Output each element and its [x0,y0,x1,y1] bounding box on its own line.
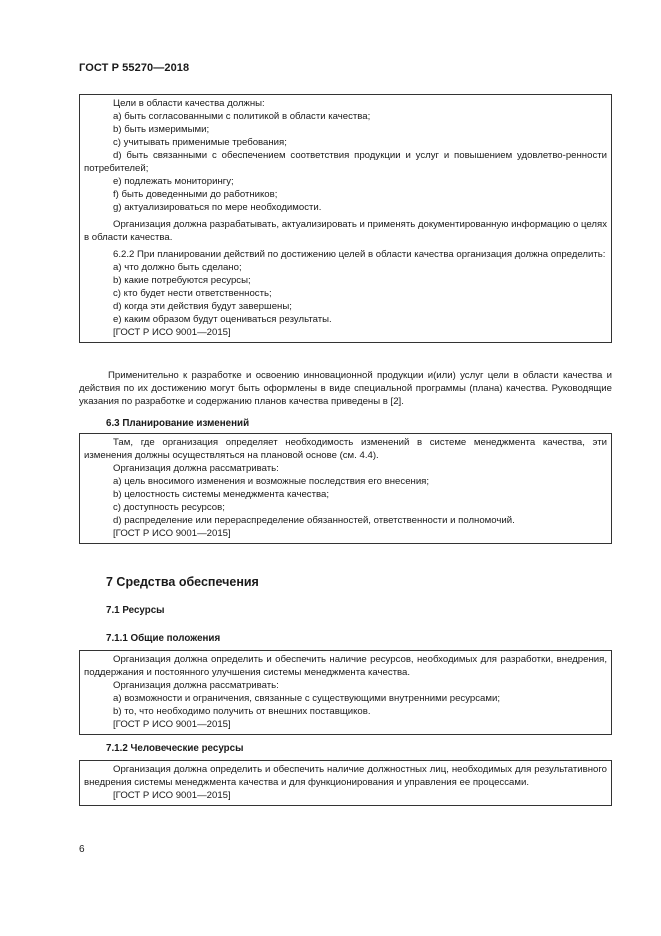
list-item: b) какие потребуются ресурсы; [113,275,251,286]
section-heading-7-1-2: 7.1.2 Человеческие ресурсы [106,743,244,754]
page-number: 6 [79,844,85,855]
list-item: e) каким образом будут оцениваться результаты. [113,314,332,325]
list-item: a) быть согласованными с политикой в области качества; [113,111,371,122]
box-paragraph: Организация должна рассматривать: [113,680,279,691]
quote-box-human-resources [79,760,612,806]
list-item: a) цель вносимого изменения и возможные последствия его внесения; [113,476,430,487]
section-heading-6-3: 6.3 Планирование изменений [106,418,250,429]
list-item: e) подлежать мониторингу; [113,176,234,187]
list-item: d) распределение или перераспределение обязанностей, ответственности и полномочий. [113,515,515,526]
list-item: d) быть связанными с обеспечением соответствия продукции и услуг и повышением удовлетво-ренности потребителей; [84,150,607,174]
standard-reference: [ГОСТ Р ИСО 9001—2015] [113,327,231,338]
document-header: ГОСТ Р 55270—2018 [79,62,190,74]
list-item: c) учитывать применимые требования; [113,137,287,148]
box-paragraph: Организация должна разрабатывать, актуализировать и применять документированную информацию о целях в области качества. [84,219,607,243]
section-heading-7-1: 7.1 Ресурсы [106,605,165,616]
paragraph-text: Применительно к разработке и освоению инновационной продукции и(или) услуг цели в области качества и действия по их достижению могут быть оформлены в виде специальной программы (плана) качества. Руководящие указания по разработке и содержанию планов качества приведены в [2]. [79,370,612,407]
box-intro: Цели в области качества должны: [113,98,265,109]
list-item: b) целостность системы менеджмента качества; [113,489,329,500]
quote-box-quality-objectives [79,94,612,343]
body-paragraph [79,369,612,408]
list-item: c) кто будет нести ответственность; [113,288,272,299]
standard-reference: [ГОСТ Р ИСО 9001—2015] [113,719,231,730]
list-item: g) актуализироваться по мере необходимости. [113,202,322,213]
list-item: a) что должно быть сделано; [113,262,242,273]
box-paragraph: Организация должна определить и обеспечить наличие должностных лиц, необходимых для результативного внедрения системы менеджмента качества и для функционирования и управления ее процессами. [84,764,607,788]
standard-reference: [ГОСТ Р ИСО 9001—2015] [113,790,231,801]
box-paragraph: 6.2.2 При планировании действий по достижению целей в области качества организация должна определить: [113,249,606,260]
box-paragraph: Организация должна рассматривать: [113,463,279,474]
quote-box-planning-changes [79,433,612,544]
list-item: a) возможности и ограничения, связанные с существующими внутренними ресурсами; [113,693,501,704]
list-item: d) когда эти действия будут завершены; [113,301,292,312]
quote-box-resources-general [79,650,612,735]
section-heading-7: 7 Средства обеспечения [106,575,259,589]
list-item: c) доступность ресурсов; [113,502,225,513]
standard-reference: [ГОСТ Р ИСО 9001—2015] [113,528,231,539]
list-item: f) быть доведенными до работников; [113,189,278,200]
list-item: b) быть измеримыми; [113,124,210,135]
list-item: b) то, что необходимо получить от внешних поставщиков. [113,706,371,717]
box-paragraph: Там, где организация определяет необходимость изменений в системе менеджмента качества, эти изменения должны осуществляться на плановой основе (см. 4.4). [84,437,607,461]
section-heading-7-1-1: 7.1.1 Общие положения [106,633,221,644]
box-paragraph: Организация должна определить и обеспечить наличие ресурсов, необходимых для разработки, внедрения, поддержания и постоянного улучшения системы менеджмента качества. [84,654,607,678]
